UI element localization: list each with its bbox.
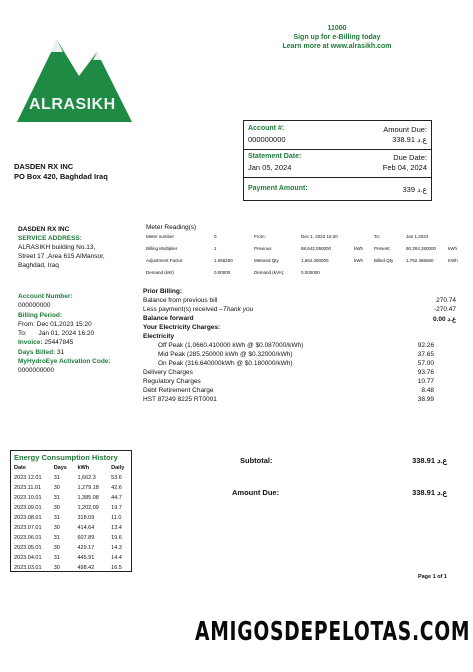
adjustment-factor-label: Adjustment Factor <box>146 258 183 263</box>
history-cell: 42.6 <box>111 485 122 491</box>
billing-from: From: Dec 01,2023 15:20 <box>18 320 92 328</box>
billing-multiplier-value: 1 <box>214 246 217 251</box>
mailing-line: PO Box 420, Baghdad Iraq <box>14 172 108 181</box>
history-header-days: Days <box>53 465 67 471</box>
history-cell: 30 <box>53 565 60 571</box>
history-cell: 1,662.3 <box>77 475 96 481</box>
previous-label: Previous <box>254 246 272 251</box>
history-cell: 53.6 <box>111 475 122 481</box>
charge-item-label: HST 87249 8225 RT0001 <box>143 396 217 403</box>
meter-number-value: 0 <box>214 234 217 239</box>
history-row <box>12 483 131 493</box>
payment-amount-label: Payment Amount: <box>248 185 308 192</box>
demand-kw-value: 0.00000 <box>214 270 231 275</box>
promo-code: 11000 <box>327 25 347 32</box>
days-billed-row <box>18 348 143 357</box>
history-header-daily: Daily <box>111 465 125 471</box>
account-number-value: 000000000 <box>248 135 286 144</box>
history-cell: 11.0 <box>111 515 122 521</box>
history-cell: 2023.06.01 <box>14 535 42 541</box>
history-cell: 2023.12.01 <box>14 475 42 481</box>
previous-value: 88,642,050000 <box>301 246 332 251</box>
watermark-brand: AMIGOSDEPELOTAS.COM <box>195 617 471 647</box>
invoice-value: 25447845 <box>44 339 74 347</box>
history-cell: 498.42 <box>77 565 95 571</box>
history-cell: 14.3 <box>111 545 122 551</box>
history-cell: 16.5 <box>111 565 122 571</box>
charge-item-value: 10.77 <box>417 378 434 385</box>
charge-item-label: Debt Retirement Charge <box>143 387 214 394</box>
metered-qty-value: 1,662.300000 <box>301 258 329 263</box>
history-cell: 13.4 <box>111 525 122 531</box>
history-row <box>12 533 131 543</box>
less-payment-label: Less payment(s) received – <box>143 306 223 313</box>
billed-qty-label: Billed Qty <box>374 258 394 263</box>
history-cell: 445.91 <box>77 555 95 561</box>
previous-unit: kWh <box>354 246 363 251</box>
demand-kva-label: Demand (kVA): <box>254 270 285 275</box>
billed-qty-value: 1,752.386660 <box>406 258 434 263</box>
promo-block <box>258 24 416 51</box>
amount-due-label: Amount Due: <box>383 125 427 134</box>
your-charges-label: Your Electricity Charges: <box>143 324 221 331</box>
account-number-label: Account #: <box>248 125 285 132</box>
meter-to-value: Jan 1,2024 <box>406 234 429 239</box>
company-logo <box>17 30 132 122</box>
meter-to-label: To: <box>374 234 381 239</box>
less-payment-row <box>143 306 253 313</box>
history-cell: 31 <box>53 555 60 561</box>
charge-item-label: On Peak (316.640000kWh @ $0.180000/kWh) <box>158 360 293 367</box>
charge-item-label: Regulatory Charges <box>143 378 201 385</box>
charge-item-value: 92.26 <box>417 342 434 349</box>
history-row <box>12 503 131 513</box>
customer-details <box>18 225 143 270</box>
subtotal-label: Subtotal: <box>240 456 273 465</box>
history-cell: 30 <box>53 525 60 531</box>
history-cell: 1,385.08 <box>77 495 99 501</box>
billed-qty-unit: KWh <box>448 258 458 263</box>
statement-date-label: Statement Date: <box>248 153 302 160</box>
present-unit: kWh <box>448 246 457 251</box>
charges-section <box>143 288 456 423</box>
balance-previous-label: Balance from previous bill <box>143 297 218 304</box>
due-date-value: Feb 04, 2024 <box>382 163 427 172</box>
history-row <box>12 513 131 523</box>
charge-item-label: Off Peak (1,0660.410000 kWh @ $0.087000/kWh) <box>158 342 304 349</box>
demand-kva-value: 0.000000 <box>301 270 320 275</box>
amount-due-value: 338.91 ع.د <box>392 135 427 144</box>
meter-readings-title: Meter Reading(s) <box>146 224 197 231</box>
invoice-label: Invoice: <box>18 339 43 347</box>
history-row <box>12 473 131 483</box>
history-row <box>12 553 131 563</box>
charge-item-value: 38.99 <box>417 396 434 403</box>
history-cell: 1,202.09 <box>77 505 99 511</box>
total-amount-due-value: 338.91 ع.د <box>412 488 447 497</box>
history-cell: 14.4 <box>111 555 122 561</box>
demand-kw-label: Demand (kW) <box>146 270 174 275</box>
billing-to <box>18 329 143 338</box>
billing-to-label: To: <box>18 330 27 338</box>
balance-previous-value: 270.74 <box>436 297 456 304</box>
billing-to-value: Jan 01, 2024 16:20 <box>38 330 95 338</box>
mailing-name: DASDEN RX INC <box>14 162 74 171</box>
history-row <box>12 563 131 573</box>
present-label: Present: <box>374 246 391 251</box>
history-cell: 31 <box>53 495 60 501</box>
charge-item-value: 8.48 <box>421 387 434 394</box>
billing-period-label: Billing Period: <box>18 311 63 319</box>
meter-from-label: From: <box>254 234 266 239</box>
subtotal-value: 338.91 ع.د <box>412 456 447 465</box>
history-cell: 2023.11.01 <box>14 485 42 491</box>
history-row <box>12 543 131 553</box>
account-number-label-left: Account Number: <box>18 293 73 300</box>
account-number-value-left: 000000000 <box>18 302 51 310</box>
history-cell: 2023.03.01 <box>14 565 42 571</box>
billing-multiplier-label: Billing Multiplier <box>146 246 178 251</box>
history-cell: 1,279.18 <box>77 485 99 491</box>
billing-details <box>18 292 143 376</box>
metered-qty-label: Metered Qty <box>254 258 279 263</box>
history-cell: 2023.09.01 <box>14 505 42 511</box>
history-header-row <box>12 463 131 473</box>
activation-code-label: MyHydroEye Activation Code: <box>18 358 111 366</box>
history-row <box>12 493 131 503</box>
history-cell: 30 <box>53 485 60 491</box>
history-cell: 2023.05.01 <box>14 545 42 551</box>
present-value: 90,304,350000 <box>406 246 437 251</box>
account-summary-box <box>243 120 432 201</box>
history-cell: 2023.10.01 <box>14 495 42 501</box>
metered-qty-unit: kWh <box>354 258 363 263</box>
history-header-kwh: kWh <box>77 465 90 471</box>
history-body <box>12 473 131 573</box>
history-cell: 31 <box>53 535 60 541</box>
history-title: Energy Consumption History <box>14 453 118 462</box>
days-billed-value: 31 <box>57 348 65 356</box>
thank-you-text: Thank you <box>222 306 254 313</box>
history-cell: 30 <box>53 545 60 551</box>
balance-forward-value: 0.00 ع.د <box>432 316 456 323</box>
history-cell: 429.17 <box>77 545 95 551</box>
charge-item-value: 93.76 <box>417 369 434 376</box>
due-date-label: Due Date: <box>393 153 427 162</box>
history-cell: 318.09 <box>77 515 95 521</box>
history-table <box>12 463 131 573</box>
service-address-label: SERVICE ADDRESS: <box>18 235 82 242</box>
history-cell: 2023.04.01 <box>14 555 42 561</box>
payment-amount-value: 339 ع.د <box>402 185 427 194</box>
invoice-row <box>18 338 143 347</box>
charge-item-value: 57.00 <box>417 360 434 367</box>
consumption-history-box <box>10 450 132 572</box>
customer-name: DASDEN RX INC <box>18 226 70 233</box>
history-cell: 19.7 <box>111 505 122 511</box>
history-cell: 19.6 <box>111 535 122 541</box>
history-cell: 2023.08.01 <box>14 515 42 521</box>
service-address-line-2: Street 17 ,Area 615 AlMansor, <box>18 253 105 260</box>
less-payment-value: -270.47 <box>433 306 456 313</box>
history-cell: 31 <box>53 515 60 521</box>
meter-number-label: Meter number <box>146 234 175 239</box>
history-cell: 31 <box>53 475 60 481</box>
history-cell: 2023.07.01 <box>14 525 42 531</box>
statement-date-value: Jan 05, 2024 <box>248 163 292 172</box>
history-row <box>12 523 131 533</box>
balance-forward-label: Balance forward <box>143 315 194 322</box>
history-cell: 30 <box>53 505 60 511</box>
promo-ebilling: Sign up for e-Billing today <box>293 34 381 41</box>
history-header-date: Date <box>14 465 26 471</box>
history-cell: 44.7 <box>111 495 122 501</box>
history-cell: 607.89 <box>77 535 95 541</box>
logo-wordmark: ALRASIKH <box>29 96 116 113</box>
charge-item-label: Delivery Charges <box>143 369 193 376</box>
charge-item-label: Mid Peak (285.250000 kWh @ $0.32000/kWh) <box>158 351 293 358</box>
charge-item-value: 37.65 <box>417 351 434 358</box>
service-address-line-3: Baghdad, Iraq <box>18 262 59 269</box>
prior-billing-label: Prior Billing: <box>143 288 182 295</box>
meter-from-value: Dec 1, 2023 15:20 <box>301 234 338 239</box>
adjustment-factor-value: 1.056200 <box>214 258 233 263</box>
promo-website: Learn more at www.alrasikh.com <box>282 43 392 50</box>
days-billed-label: Days Billed: <box>18 348 56 356</box>
total-amount-due-label: Amount Due: <box>232 488 280 497</box>
activation-code-value: 0000000000 <box>18 367 55 375</box>
history-cell: 414.64 <box>77 525 95 531</box>
mailing-address <box>14 162 108 182</box>
page-number: Page 1 of 1 <box>417 574 447 580</box>
service-address-line-1: ALRASIKH building No.13, <box>18 244 96 251</box>
electricity-label: Electricity <box>143 333 175 340</box>
